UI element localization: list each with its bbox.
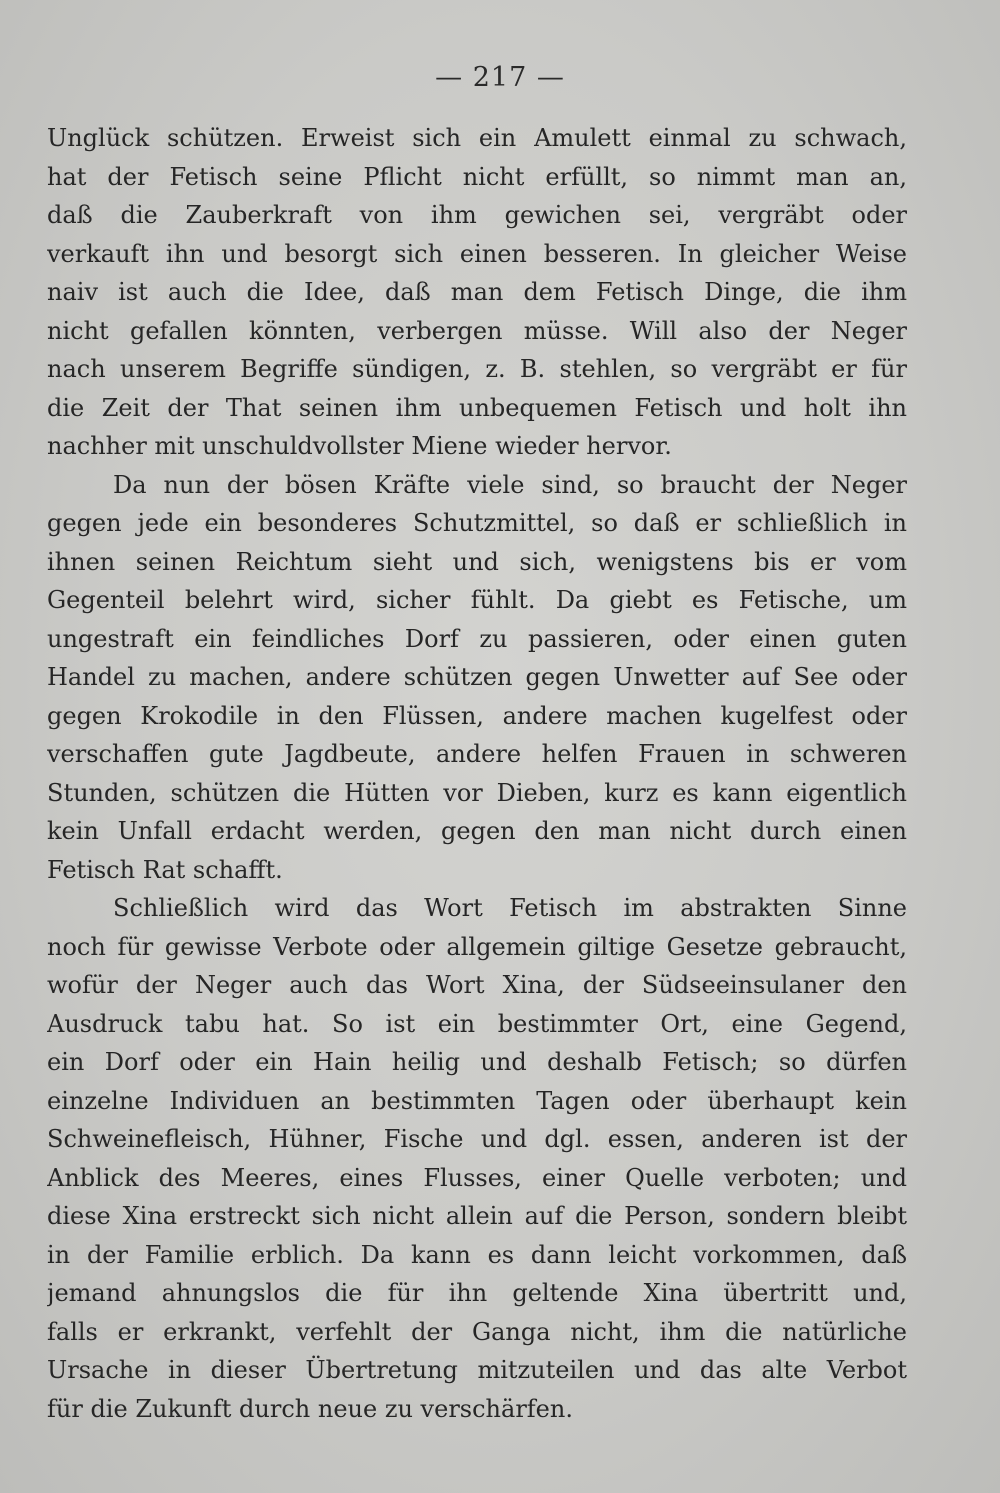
body-text <box>47 119 907 1428</box>
text-line: Unglück schützen. Erweist sich ein Amulett einmal zu schwach, <box>47 124 907 152</box>
text-line: nicht gefallen könnten, verbergen müsse. Will also der Neger <box>47 316 907 345</box>
text-line: verkauft ihn und besorgt sich einen besseren. In gleicher Weise <box>47 239 907 268</box>
text-line: ihnen seinen Reichtum sieht und sich, wenigstens bis er vom <box>47 547 907 576</box>
text-line: Fetisch Rat schafft. <box>47 855 283 884</box>
text-line: Ursache in dieser Übertretung mitzuteilen und das alte Verbot <box>47 1356 907 1384</box>
text-line: nachher mit unschuldvollster Miene wieder hervor. <box>47 432 672 460</box>
text-line: Anblick des Meeres, eines Flusses, einer Quelle verboten; und <box>47 1163 907 1192</box>
text-line: Gegenteil belehrt wird, sicher fühlt. Da giebt es Fetische, um <box>47 586 907 614</box>
text-line: falls er erkrankt, verfehlt der Ganga nicht, ihm die natürliche <box>47 1317 907 1346</box>
text-line: Stunden, schützen die Hütten vor Dieben, kurz es kann eigentlich <box>47 778 907 807</box>
text-line: die Zeit der That seinen ihm unbequemen Fetisch und holt ihn <box>47 393 907 422</box>
text-line: Ausdruck tabu hat. So ist ein bestimmter Ort, eine Gegend, <box>47 1009 907 1038</box>
text-line: Handel zu machen, andere schützen gegen Unwetter auf See oder <box>47 663 907 691</box>
text-line: diese Xina erstreckt sich nicht allein auf die Person, sondern bleibt <box>47 1202 907 1230</box>
text-line: kein Unfall erdacht werden, gegen den man nicht durch einen <box>47 817 907 845</box>
text-line: nach unserem Begriffe sündigen, z. B. stehlen, so vergräbt er für <box>47 355 907 383</box>
text-line: einzelne Individuen an bestimmten Tagen oder überhaupt kein <box>47 1086 907 1115</box>
text-line: daß die Zauberkraft von ihm gewichen sei, vergräbt oder <box>47 201 907 229</box>
text-line: ein Dorf oder ein Hain heilig und deshalb Fetisch; so dürfen <box>47 1048 907 1076</box>
text-line: naiv ist auch die Idee, daß man dem Fetisch Dinge, die ihm <box>47 278 907 306</box>
text-line: wofür der Neger auch das Wort Xina, der Südseeinsulaner den <box>47 971 907 999</box>
text-line: Schweinefleisch, Hühner, Fische und dgl. essen, anderen ist der <box>47 1125 907 1153</box>
text-line: für die Zukunft durch neue zu verschärfen. <box>47 1394 573 1423</box>
text-line: Da nun der bösen Kräfte viele sind, so braucht der Neger <box>113 470 907 499</box>
text-line: jemand ahnungslos die für ihn geltende Xina übertritt und, <box>47 1279 907 1307</box>
text-line: in der Familie erblich. Da kann es dann leicht vorkommen, daß <box>47 1240 907 1269</box>
text-line: gegen Krokodile in den Flüssen, andere machen kugelfest oder <box>47 701 907 730</box>
text-line: gegen jede ein besonderes Schutzmittel, so daß er schließlich in <box>47 509 907 537</box>
page-number: — 217 — <box>435 62 565 93</box>
text-line: ungestraft ein feindliches Dorf zu passieren, oder einen guten <box>47 624 907 653</box>
text-line: Schließlich wird das Wort Fetisch im abstrakten Sinne <box>113 894 907 922</box>
text-line: hat der Fetisch seine Pflicht nicht erfüllt, so nimmt man an, <box>47 162 907 191</box>
text-line: verschaffen gute Jagdbeute, andere helfen Frauen in schweren <box>47 740 907 768</box>
text-line: noch für gewisse Verbote oder allgemein giltige Gesetze gebraucht, <box>47 932 907 961</box>
